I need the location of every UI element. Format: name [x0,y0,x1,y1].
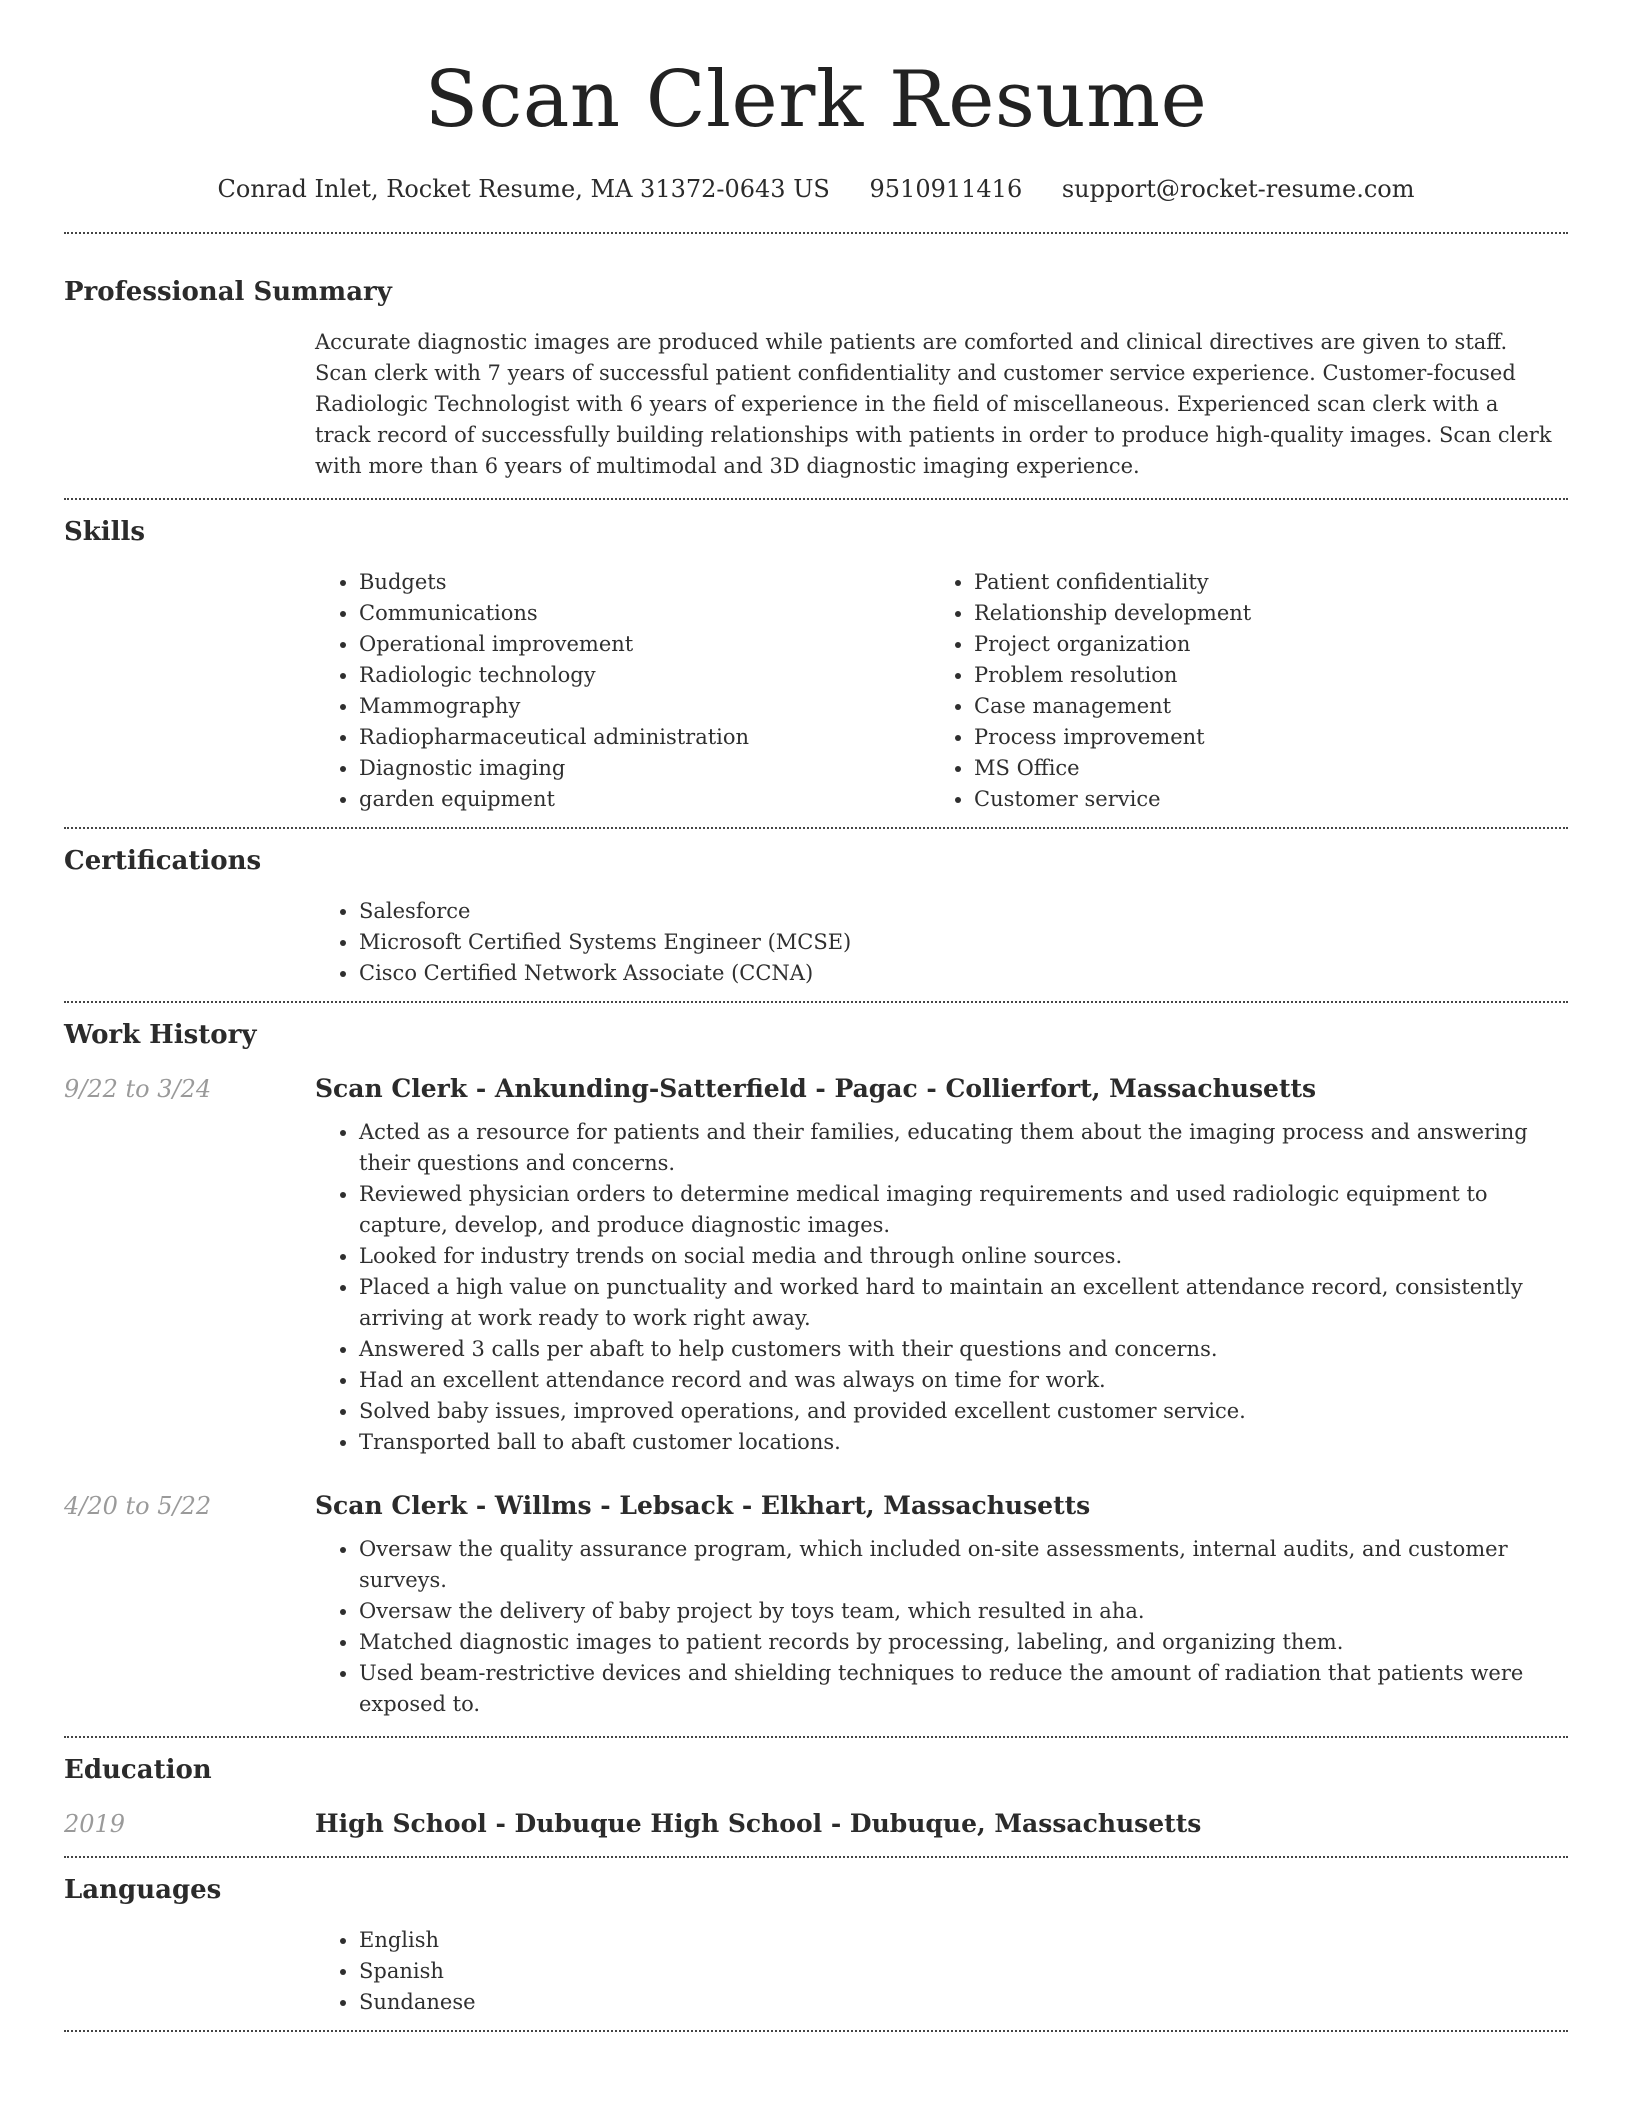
list-item: • garden equipment [359,784,930,815]
section-heading-education: Education [64,1755,212,1785]
languages-section [64,1858,1568,2030]
list-item: • Operational improvement [359,629,930,660]
list-item: • Radiologic technology [359,660,930,691]
list-item: • Budgets [359,567,930,598]
summary-section [64,234,1568,498]
education-year: 2019 [64,1810,126,1838]
list-item: • Diagnostic imaging [359,753,930,784]
list-item: • Microsoft Certified Systems Engineer (MCSE) [359,927,1568,958]
list-item: • Placed a high value on punctuality and worked hard to maintain an excellent attendance record, consistently arriving at work ready to work right away. [359,1272,1554,1334]
section-heading-certifications: Certifications [64,846,262,876]
job-title: Scan Clerk - Ankunding-Satterfield - Pagac - Collierfort, Massachusetts [315,1074,1317,1103]
list-item: • Matched diagnostic images to patient records by processing, labeling, and organizing them. [359,1627,1554,1658]
certifications-body [315,879,1568,1001]
section-heading-skills: Skills [64,517,146,547]
page-title: Scan Clerk Resume [424,55,1208,145]
job-entry [64,1071,1568,1458]
job-entry [64,1488,1568,1720]
job-title: Scan Clerk - Willms - Lebsack - Elkhart, Massachusetts [315,1491,1091,1520]
list-item: • Solved baby issues, improved operations, and provided excellent customer service. [359,1396,1554,1427]
list-item: • Communications [359,598,930,629]
list-item: • Mammography [359,691,930,722]
education-section [64,1738,1568,1856]
skills-column-right [930,567,1545,815]
work-history-section [64,1003,1568,1736]
contact-phone: 9510911416 [869,175,1023,203]
list-item: • Used beam-restrictive devices and shielding techniques to reduce the amount of radiation that patients were exposed to. [359,1658,1554,1720]
languages-list [315,1925,1568,2018]
list-item: • Looked for industry trends on social media and through online sources. [359,1241,1554,1272]
education-details [315,1806,1568,1842]
list-item: • English [359,1925,1568,1956]
list-item: • Process improvement [974,722,1545,753]
certifications-section [64,829,1568,1001]
section-divider [64,2030,1568,2032]
list-item: • Oversaw the quality assurance program, which included on-site assessments, internal audits, and customer surveys. [359,1534,1554,1596]
list-item: • Customer service [974,784,1545,815]
summary-text: Accurate diagnostic images are produced while patients are comforted and clinical directives are given to staff. Scan clerk with 7 years of successful patient confidentiality and customer service experience. Customer-focused Radiologic Technologist with 6 years of experience in the field of miscellaneous. Experienced scan clerk with a track record of successfully building relationships with patients in order to produce high-quality images. Scan clerk with more than 6 years of multimodal and 3D diagnostic imaging experience. [315,330,1552,478]
list-item: • Radiopharmaceutical administration [359,722,930,753]
section-heading-work-history: Work History [64,1020,257,1050]
list-item: • Spanish [359,1956,1568,1987]
resume-header [64,0,1568,206]
section-heading-languages: Languages [64,1875,222,1905]
list-item: • Cisco Certified Network Associate (CCNA) [359,958,1568,989]
list-item: • Patient confidentiality [974,567,1545,598]
list-item: • Project organization [974,629,1545,660]
list-item: • Transported ball to abaft customer locations. [359,1427,1554,1458]
summary-body [315,310,1568,498]
list-item: • Salesforce [359,896,1568,927]
job-details [315,1488,1568,1720]
skills-list-right [930,567,1545,815]
list-item: • MS Office [974,753,1545,784]
contact-line [64,172,1568,206]
education-entry [64,1806,1568,1856]
education-title: High School - Dubuque High School - Dubuque, Massachusetts [315,1809,1202,1838]
list-item: • Answered 3 calls per abaft to help customers with their questions and concerns. [359,1334,1554,1365]
skills-section [64,500,1568,827]
list-item: • Reviewed physician orders to determine medical imaging requirements and used radiologic equipment to capture, develop, and produce diagnostic images. [359,1179,1554,1241]
job-dates: 9/22 to 3/24 [64,1075,212,1103]
languages-body [315,1908,1568,2030]
contact-address: Conrad Inlet, Rocket Resume, MA 31372-0643 US [217,175,830,203]
certifications-list [315,896,1568,989]
job-bullets [315,1534,1568,1720]
list-item: • Case management [974,691,1545,722]
list-item: • Had an excellent attendance record and was always on time for work. [359,1365,1554,1396]
list-item: • Acted as a resource for patients and their families, educating them about the imaging process and answering their questions and concerns. [359,1117,1554,1179]
job-details [315,1071,1568,1458]
job-dates: 4/20 to 5/22 [64,1492,212,1520]
list-item: • Oversaw the delivery of baby project by toys team, which resulted in aha. [359,1596,1554,1627]
list-item: • Problem resolution [974,660,1545,691]
skills-grid [315,550,1568,827]
job-bullets [315,1117,1568,1458]
contact-email: support@rocket-resume.com [1061,175,1415,203]
section-heading-summary: Professional Summary [64,277,392,307]
skills-list-left [315,567,930,815]
list-item: • Relationship development [974,598,1545,629]
list-item: • Sundanese [359,1987,1568,2018]
skills-column-left [315,567,930,815]
